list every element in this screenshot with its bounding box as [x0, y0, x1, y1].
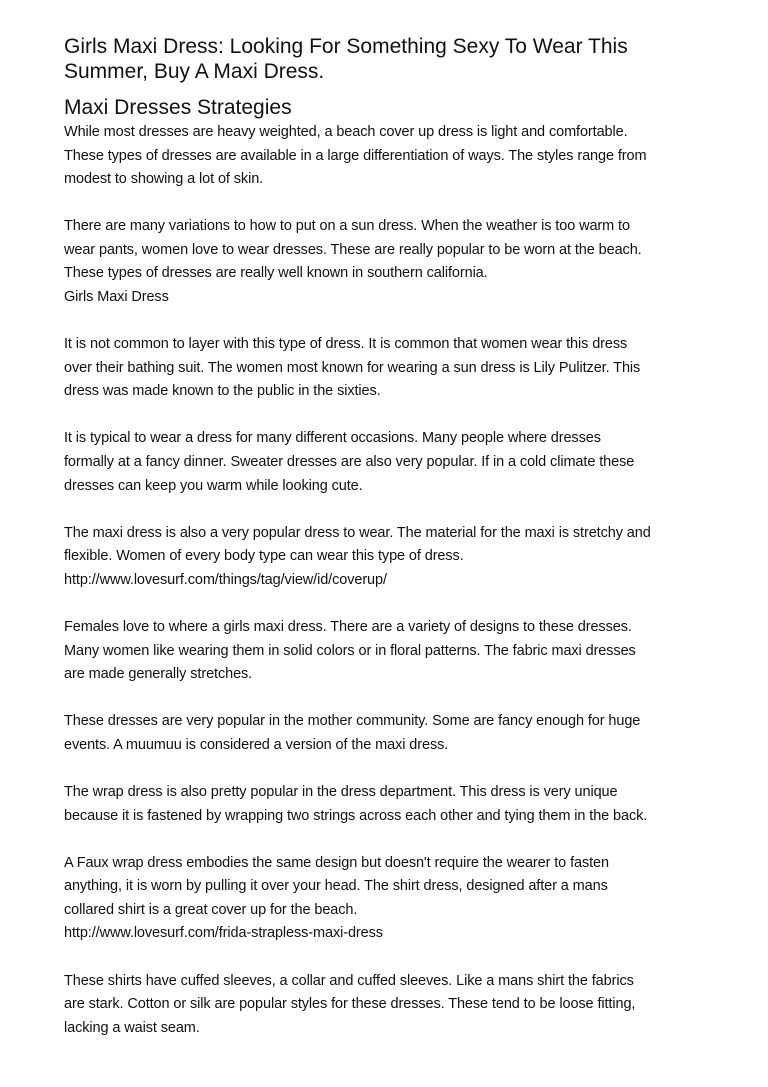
paragraph-line: anything, it is worn by pulling it over your head. The shirt dress, designed after a mans	[64, 878, 608, 895]
paragraph-line: The wrap dress is also pretty popular in the dress department. This dress is very unique	[64, 783, 618, 800]
paragraph-line: formally at a fancy dinner. Sweater dresses are also very popular. If in a cold climate these	[64, 454, 635, 471]
url-text: http://www.lovesurf.com/frida-strapless-maxi-dress	[64, 925, 383, 942]
paragraph-gap	[64, 757, 714, 781]
paragraph-line: over their bathing suit. The women most known for wearing a sun dress is Lily Pulitzer. This	[64, 359, 641, 376]
paragraph	[64, 333, 714, 404]
paragraph	[64, 522, 714, 593]
document-body	[64, 121, 714, 1040]
paragraph-line: These types of dresses are available in a large differentiation of ways. The styles range from	[64, 147, 647, 164]
paragraph-line: A Faux wrap dress embodies the same design but doesn't require the wearer to fasten	[64, 854, 609, 871]
paragraph-line: Girls Maxi Dress	[64, 289, 169, 306]
paragraph-gap	[64, 946, 714, 970]
paragraph-gap	[64, 310, 714, 334]
paragraph-line: While most dresses are heavy weighted, a beach cover up dress is light and comfortable.	[64, 124, 628, 140]
paragraph-gap	[64, 593, 714, 617]
paragraph-gap	[64, 192, 714, 216]
paragraph	[64, 970, 714, 1041]
paragraph-line: are stark. Cotton or silk are popular styles for these dresses. These tend to be loose fitting,	[64, 996, 636, 1013]
paragraph-line: wear pants, women love to wear dresses. These are really popular to be worn at the beach.	[64, 241, 642, 258]
paragraph-line: The maxi dress is also a very popular dress to wear. The material for the maxi is stretchy and	[64, 524, 651, 541]
paragraph-line: It is not common to layer with this type of dress. It is common that women wear this dress	[64, 336, 628, 353]
paragraph-line: flexible. Women of every body type can wear this type of dress.	[64, 548, 464, 565]
paragraph-line: collared shirt is a great cover up for the beach.	[64, 901, 358, 918]
paragraph-line: These types of dresses are really well known in southern california.	[64, 265, 488, 282]
paragraph-line: There are many variations to how to put on a sun dress. When the weather is too warm to	[64, 218, 630, 235]
paragraph-line: These shirts have cuffed sleeves, a collar and cuffed sleeves. Like a mans shirt the fabrics	[64, 972, 634, 989]
paragraph-line: dresses can keep you warm while looking cute.	[64, 477, 363, 494]
paragraph	[64, 781, 714, 828]
document-title	[64, 34, 714, 84]
paragraph-line: Many women like wearing them in solid colors or in floral patterns. The fabric maxi dresses	[64, 642, 636, 659]
paragraph-line: events. A muumuu is considered a version of the maxi dress.	[64, 736, 449, 753]
paragraph	[64, 710, 714, 757]
section-heading: Maxi Dresses Strategies	[64, 96, 292, 119]
paragraph	[64, 852, 714, 946]
paragraph-gap	[64, 498, 714, 522]
paragraph-line: are made generally stretches.	[64, 666, 253, 683]
url-text: http://www.lovesurf.com/things/tag/view/id/coverup/	[64, 571, 387, 588]
paragraph-line: because it is fastened by wrapping two strings across each other and tying them in the back.	[64, 807, 648, 824]
paragraph-gap	[64, 828, 714, 852]
paragraph-line: lacking a waist seam.	[64, 1019, 200, 1036]
paragraph-gap	[64, 687, 714, 711]
paragraph	[64, 616, 714, 687]
document-page	[64, 34, 714, 1040]
paragraph	[64, 121, 714, 192]
paragraph	[64, 427, 714, 498]
paragraph-line: Females love to where a girls maxi dress. There are a variety of designs to these dresses.	[64, 619, 632, 635]
paragraph-line: modest to showing a lot of skin.	[64, 171, 264, 188]
paragraph	[64, 215, 714, 309]
paragraph-line: dress was made known to the public in the sixties.	[64, 383, 381, 400]
paragraph-line: It is typical to wear a dress for many different occasions. Many people where dresses	[64, 430, 601, 447]
title-line-2: Summer, Buy A Maxi Dress.	[64, 60, 325, 83]
paragraph-gap	[64, 404, 714, 428]
paragraph-line: These dresses are very popular in the mother community. Some are fancy enough for huge	[64, 713, 641, 730]
title-line-1: Girls Maxi Dress: Looking For Something Sexy To Wear This	[64, 35, 628, 58]
